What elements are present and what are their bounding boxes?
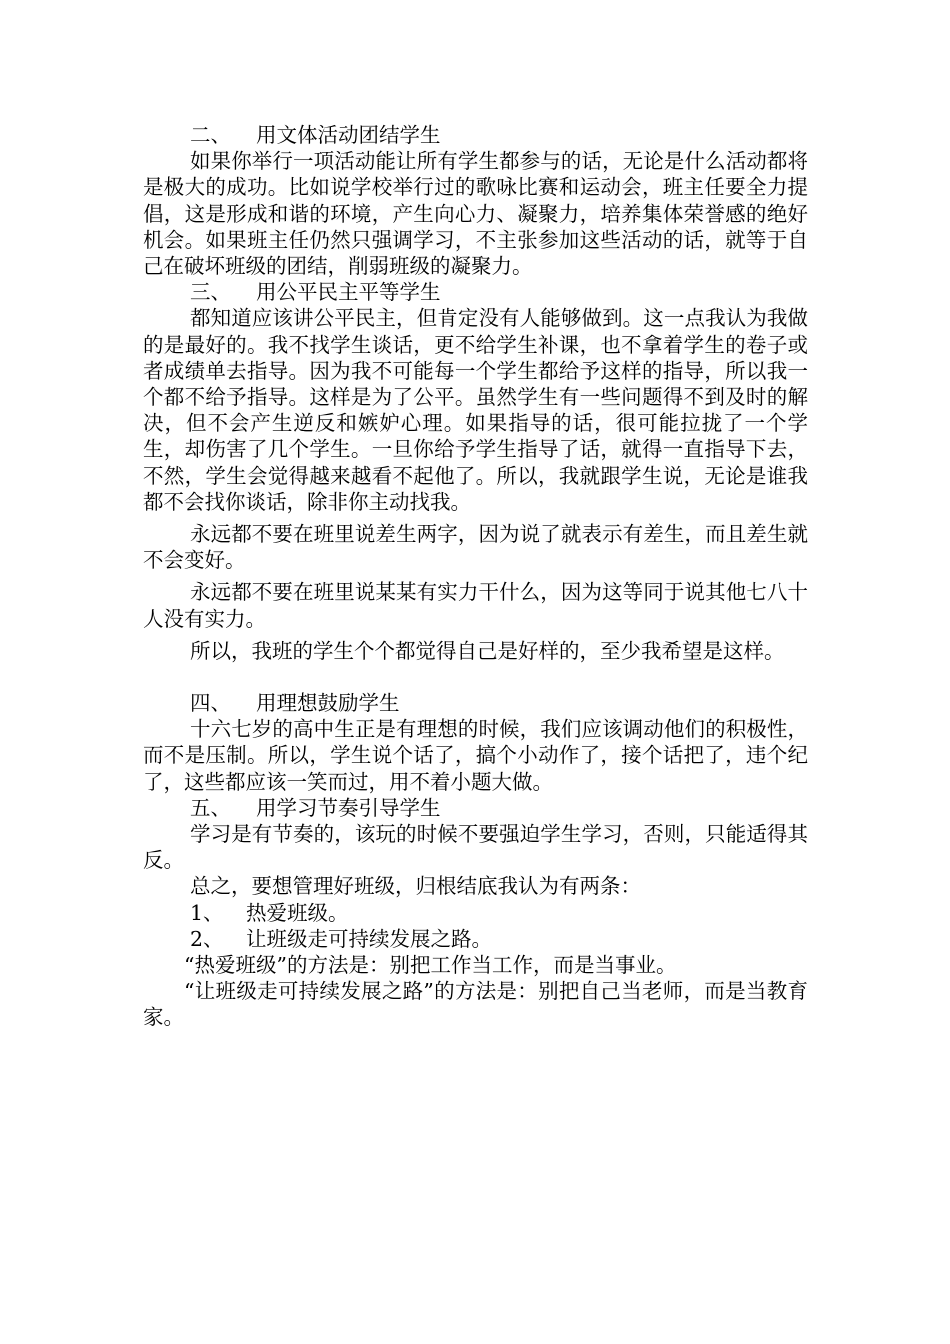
paragraph: 都知道应该讲公平民主，但肯定没有人能够做到。这一点我认为我做的是最好的。我不找学生谈话，更不给学生补课，也不拿着学生的卷子或者成绩单去指导。因为我不可能每一个学生都给予这样的指导，所以我一个都不给予指导。这样是为了公平。虽然学生有一些问题得不到及时的解决，但不会产生逆反和嫉妒心理。如果指导的话，很可能拉拢了一个学生，却伤害了几个学生。一旦你给予学生指导了话，就得一直指导下去，不然，学生会觉得越来越看不起他了。所以，我就跟学生说，无论是谁我都不会找你谈话，除非你主动找我。 bbox=[143, 306, 808, 514]
paragraph: 十六七岁的高中生正是有理想的时候，我们应该调动他们的积极性，而不是压制。所以，学生说个话了，搞个小动作了，接个话把了，违个纪了，这些都应该一笑而过，用不着小题大做。 bbox=[143, 717, 808, 794]
paragraph: 永远都不要在班里说某某有实力干什么，因为这等同于说其他七八十人没有实力。 bbox=[143, 580, 808, 631]
list-text: 热爱班级。 bbox=[246, 900, 349, 925]
section-number: 二、 bbox=[190, 123, 231, 147]
paragraph: 学习是有节奏的，该玩的时候不要强迫学生学习，否则，只能适得其反。 bbox=[143, 822, 808, 873]
closing-paragraph: “热爱班级”的方法是：别把工作当工作，而是当事业。 bbox=[184, 953, 677, 977]
paragraph: 总之，要想管理好班级，归根结底我认为有两条： bbox=[190, 874, 641, 899]
section-number: 四、 bbox=[190, 691, 231, 716]
list-number: 2、 bbox=[190, 926, 224, 951]
list-item bbox=[143, 900, 808, 926]
section-heading bbox=[143, 690, 808, 716]
list-text: 让班级走可持续发展之路。 bbox=[246, 926, 492, 951]
paragraph: 永远都不要在班里说差生两字，因为说了就表示有差生，而且差生就不会变好。 bbox=[143, 522, 808, 573]
section-title: 用理想鼓励学生 bbox=[256, 691, 400, 716]
section-heading bbox=[143, 795, 808, 821]
closing-paragraph: “让班级走可持续发展之路”的方法是：别把自己当老师，而是当教育家。 bbox=[143, 979, 808, 1030]
section-title: 用学习节奏引导学生 bbox=[256, 795, 441, 820]
list-item bbox=[143, 926, 808, 952]
list-number: 1、 bbox=[190, 900, 224, 925]
section-number: 三、 bbox=[190, 280, 231, 305]
paragraph: 所以，我班的学生个个都觉得自己是好样的，至少我希望是这样。 bbox=[190, 638, 785, 663]
section-number: 五、 bbox=[190, 795, 231, 820]
section-title: 用公平民主平等学生 bbox=[256, 280, 441, 305]
section-heading bbox=[143, 122, 808, 148]
section-heading bbox=[143, 279, 808, 305]
section-title: 用文体活动团结学生 bbox=[256, 123, 441, 147]
paragraph: 如果你举行一项活动能让所有学生都参与的话，无论是什么活动都将是极大的成功。比如说学校举行过的歌咏比赛和运动会，班主任要全力提倡，这是形成和谐的环境，产生向心力、凝聚力，培养集体荣誉感的绝好机会。如果班主任仍然只强调学习，不主张参加这些活动的话，就等于自己在破坏班级的团结，削弱班级的凝聚力。 bbox=[143, 149, 808, 278]
document-page bbox=[143, 122, 808, 1031]
